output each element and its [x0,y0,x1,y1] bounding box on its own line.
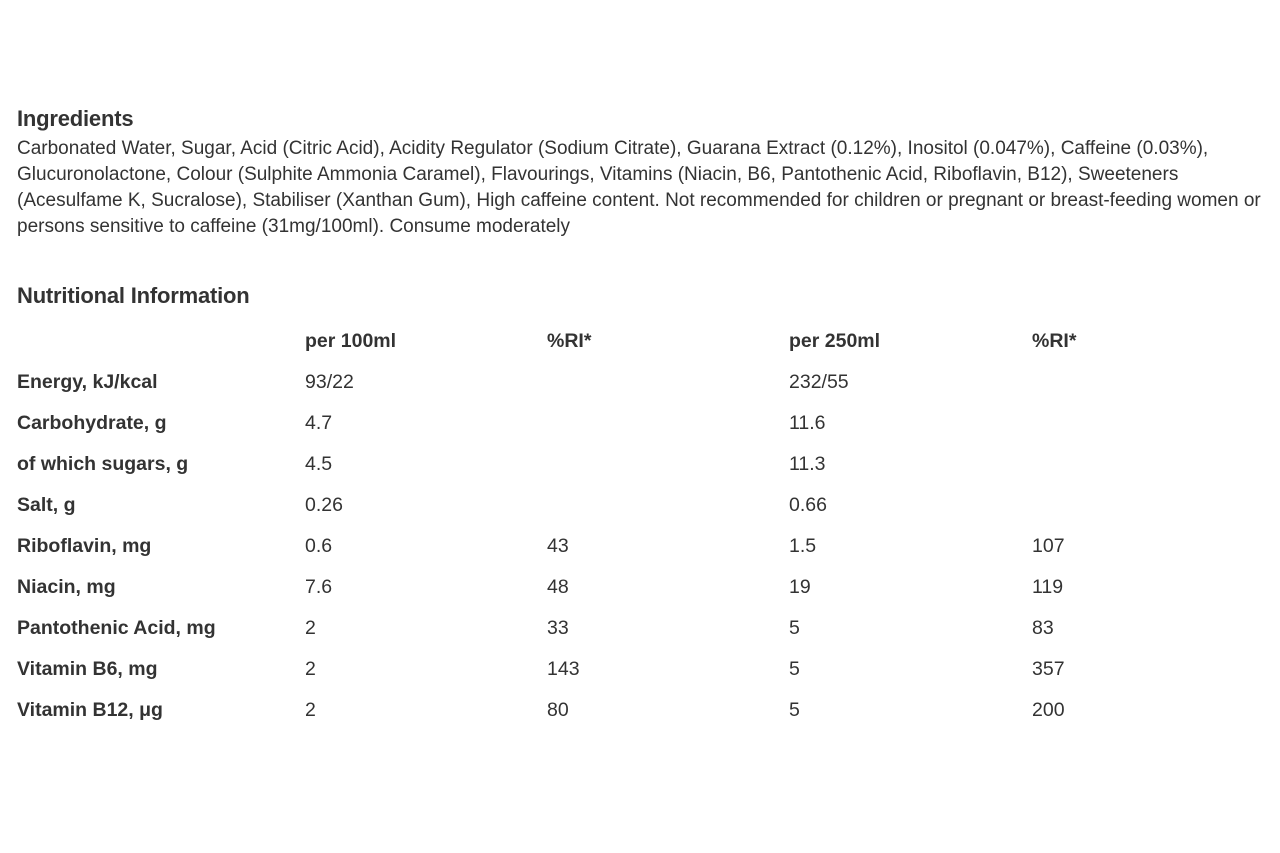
nutrient-name: Salt, g [17,494,76,516]
ri-per-100ml [547,485,789,526]
value-per-250ml: 11.3 [789,453,826,475]
nutrition-body [17,362,1232,731]
nutrition-header-row [17,321,1232,362]
nutrition-heading: Nutritional Information [17,283,250,308]
nutrient-name: of which sugars, g [17,453,189,475]
value-per-250ml: 11.6 [789,412,826,434]
nutrient-name: Carbohydrate, g [17,412,167,434]
header-ri-250ml: %RI* [1032,330,1077,352]
product-info [17,104,1267,731]
ri-per-250ml [1032,485,1232,526]
ingredients-section [17,104,1267,240]
ingredients-text: Carbonated Water, Sugar, Acid (Citric Acid), Acidity Regulator (Sodium Citrate), Guarana Extract (0.12%), Inositol (0.047%), Caffeine (0.03%), Glucuronolactone, Colour (Sulphite Ammonia Caramel), Flavourings, Vitamins (Niacin, B6, Pantothenic Acid, Riboflavin, B12), Sweeteners (Acesulfame K, Sucralose), Stabiliser (Xanthan Gum), High caffeine content. Not recommended for children or pregnant or breast-feeding women or persons sensitive to caffeine (31mg/100ml). Consume moderately [17,138,1261,237]
table-row [17,362,1232,403]
value-per-250ml: 0.66 [789,494,827,516]
nutrient-name: Niacin, mg [17,576,116,598]
nutrient-name: Riboflavin, mg [17,535,152,557]
ri-per-250ml [1032,403,1232,444]
value-per-100ml: 2 [305,617,316,639]
ri-per-100ml: 143 [547,658,580,680]
ri-per-250ml [1032,444,1232,485]
value-per-250ml: 5 [789,617,800,639]
value-per-100ml: 4.7 [305,412,333,434]
value-per-250ml: 1.5 [789,535,817,557]
ri-per-250ml: 200 [1032,699,1065,721]
nutrient-name: Pantothenic Acid, mg [17,617,216,639]
table-row [17,608,1232,649]
nutrient-name: Vitamin B6, mg [17,658,158,680]
table-row [17,526,1232,567]
table-row [17,649,1232,690]
ri-per-100ml [547,403,789,444]
ri-per-250ml: 119 [1032,576,1064,598]
value-per-100ml: 7.6 [305,576,333,598]
value-per-250ml: 5 [789,699,800,721]
ri-per-100ml: 43 [547,535,569,557]
header-per-100ml: per 100ml [305,330,397,352]
ri-per-100ml: 48 [547,576,569,598]
table-row [17,567,1232,608]
nutrient-name: Energy, kJ/kcal [17,371,158,393]
ri-per-250ml [1032,362,1232,403]
ri-per-250ml: 83 [1032,617,1054,639]
nutrient-name: Vitamin B12, μg [17,699,163,721]
value-per-100ml: 4.5 [305,453,333,475]
value-per-250ml: 5 [789,658,800,680]
table-row [17,485,1232,526]
table-row [17,403,1232,444]
value-per-250ml: 19 [789,576,811,598]
ingredients-heading: Ingredients [17,106,134,131]
value-per-100ml: 0.26 [305,494,343,516]
nutrition-section [17,281,1267,731]
table-row [17,444,1232,485]
ri-per-100ml [547,362,789,403]
value-per-250ml: 232/55 [789,371,849,393]
table-row [17,690,1232,731]
value-per-100ml: 0.6 [305,535,333,557]
ri-per-100ml: 80 [547,699,569,721]
value-per-100ml: 2 [305,699,316,721]
nutrition-table [17,321,1232,731]
header-label [17,321,305,362]
value-per-100ml: 93/22 [305,371,354,393]
header-ri-100ml: %RI* [547,330,592,352]
ri-per-250ml: 357 [1032,658,1065,680]
ri-per-100ml: 33 [547,617,569,639]
ri-per-250ml: 107 [1032,535,1065,557]
value-per-100ml: 2 [305,658,316,680]
header-per-250ml: per 250ml [789,330,881,352]
ri-per-100ml [547,444,789,485]
